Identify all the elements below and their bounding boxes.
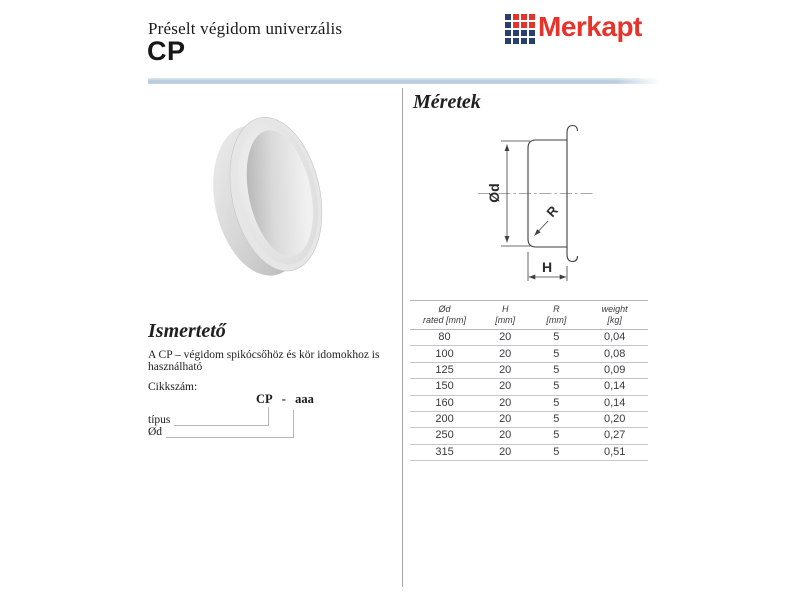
logo-grid-cell — [529, 22, 535, 28]
sku-code — [256, 392, 314, 407]
table-row — [410, 330, 648, 346]
logo-grid-cell — [529, 30, 535, 36]
section-heading-meretek: Méretek — [413, 91, 481, 113]
logo-grid-cell — [505, 30, 511, 36]
table-row — [410, 411, 648, 427]
logo-grid-cell — [521, 22, 527, 28]
section-heading-ismerteto: Ismertető — [148, 320, 226, 342]
table-cell: 0,20 — [581, 411, 648, 427]
logo-grid-cell — [521, 14, 527, 20]
sku-label: Cikkszám: — [148, 381, 198, 393]
table-cell: 150 — [410, 379, 479, 395]
table-cell: 5 — [531, 411, 581, 427]
dimensions-table — [410, 300, 648, 461]
table-cell: 250 — [410, 428, 479, 444]
merkapt-logo-text: Merkapt — [538, 11, 642, 42]
logo-grid-cell — [505, 38, 511, 44]
table-cell: 20 — [479, 395, 531, 411]
table-header — [410, 301, 648, 330]
table-cell: 5 — [531, 362, 581, 378]
sku-code-prefix: CP — [256, 392, 273, 406]
table-cell: 20 — [479, 362, 531, 378]
table-header-cell: R [mm] — [531, 301, 581, 330]
table-cell: 20 — [479, 330, 531, 346]
table-cell: 0,14 — [581, 379, 648, 395]
table-row — [410, 346, 648, 362]
radius-label: R — [543, 202, 561, 220]
table-cell: 0,51 — [581, 444, 648, 460]
table-cell: 0,27 — [581, 428, 648, 444]
table-row — [410, 362, 648, 378]
logo-grid-cell — [529, 38, 535, 44]
logo-grid-cell — [513, 38, 519, 44]
product-description: A CP – végidom spikócsőhöz és kör idomokhoz is használható — [148, 349, 380, 373]
table-row — [410, 395, 648, 411]
table-cell: 5 — [531, 330, 581, 346]
table-cell: 315 — [410, 444, 479, 460]
table-cell: 5 — [531, 395, 581, 411]
table-cell: 0,09 — [581, 362, 648, 378]
table-header-cell: Ød rated [mm] — [410, 301, 479, 330]
page-title-product-code: CP — [147, 36, 186, 66]
table-cell: 5 — [531, 379, 581, 395]
table-cell: 20 — [479, 444, 531, 460]
table-cell: 160 — [410, 395, 479, 411]
merkapt-logo-icon — [505, 14, 535, 44]
logo-grid-cell — [513, 22, 519, 28]
table-cell: 125 — [410, 362, 479, 378]
table-cell: 200 — [410, 411, 479, 427]
table-cell: 5 — [531, 428, 581, 444]
sku-code-separator: - — [281, 392, 286, 406]
logo-grid-cell — [513, 30, 519, 36]
table-cell: 20 — [479, 428, 531, 444]
logo-grid-cell — [521, 30, 527, 36]
table-row — [410, 444, 648, 460]
dimension-drawing — [468, 113, 603, 288]
sku-legend-tipus: típus — [148, 414, 171, 426]
table-cell: 20 — [479, 411, 531, 427]
table-cell: 0,14 — [581, 395, 648, 411]
diameter-dimension-label: Ød — [486, 183, 502, 203]
table-cell: 0,08 — [581, 346, 648, 362]
logo-grid-cell — [505, 22, 511, 28]
table-cell: 0,04 — [581, 330, 648, 346]
table-cell: 5 — [531, 346, 581, 362]
table-cell: 80 — [410, 330, 479, 346]
merkapt-logo — [505, 12, 642, 44]
height-dimension-label: H — [541, 259, 553, 275]
radius-leader-arrow — [535, 221, 549, 236]
table-cell: 20 — [479, 346, 531, 362]
table-header-cell: H [mm] — [479, 301, 531, 330]
page-subtitle: Préselt végidom univerzális — [148, 19, 343, 38]
table-header-cell: weight [kg] — [581, 301, 648, 330]
logo-grid-cell — [505, 14, 511, 20]
logo-grid-cell — [521, 38, 527, 44]
logo-grid-cell — [529, 14, 535, 20]
product-photo-end-cap — [213, 111, 331, 279]
table-cell: 20 — [479, 379, 531, 395]
logo-grid-cell — [513, 14, 519, 20]
sku-code-suffix: aaa — [295, 392, 314, 406]
table-cell: 100 — [410, 346, 479, 362]
table-row — [410, 428, 648, 444]
column-divider — [402, 88, 403, 587]
header-accent-bar — [148, 78, 660, 84]
table-cell: 5 — [531, 444, 581, 460]
sku-connector-diameter — [166, 410, 294, 438]
sku-legend-diameter: Ød — [148, 426, 163, 438]
table-row — [410, 379, 648, 395]
